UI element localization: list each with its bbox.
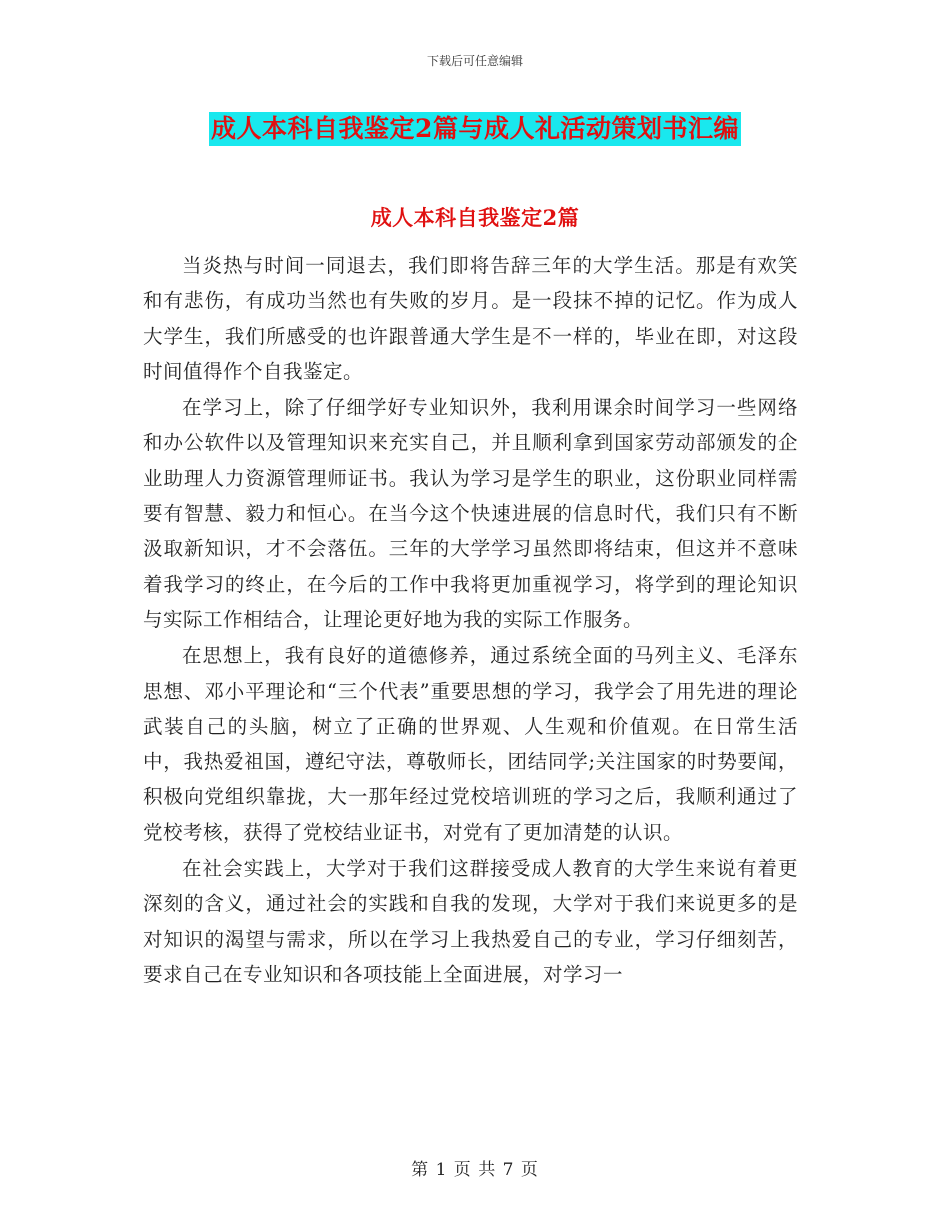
header-note: 下载后可任意编辑 (426, 54, 523, 68)
main-title-container (0, 112, 950, 146)
section-title: 成人本科自我鉴定2篇 (370, 205, 580, 230)
paragraph: 在社会实践上，大学对于我们这群接受成人教育的大学生来说有着更深刻的含义，通过社会的实践和自我的发现，大学对于我们来说更多的是对知识的渴望与需求，所以在学习上我热爱自己的专业，学习仔细刻苦，要求自己在专业知识和各项技能上全面进展，对学习一 (143, 857, 798, 986)
paragraph: 在学习上，除了仔细学好专业知识外，我利用课余时间学习一些网络和办公软件以及管理知识来充实自己，并且顺利拿到国家劳动部颁发的企业助理人力资源管理师证书。我认为学习是学生的职业，这份职业同样需要有智慧、毅力和恒心。在当今这个快速进展的信息时代，我们只有不断汲取新知识，才不会落伍。三年的大学学习虽然即将结束，但这并不意味着我学习的终止，在今后的工作中我将更加重视学习，将学到的理论知识与实际工作相结合，让理论更好地为我的实际工作服务。 (143, 396, 798, 631)
paragraph: 当炎热与时间一同退去，我们即将告辞三年的大学生活。那是有欢笑和有悲伤，有成功当然也有失败的岁月。是一段抹不掉的记忆。作为成人大学生，我们所感受的也许跟普通大学生是不一样的，毕业在即，对这段时间值得作个自我鉴定。 (143, 254, 798, 383)
page-indicator: 第 1 页 共 7 页 (411, 1160, 539, 1180)
paragraph: 在思想上，我有良好的道德修养，通过系统全面的马列主义、毛泽东思想、邓小平理论和“三个代表”重要思想的学习，我学会了用先进的理论武装自己的头脑，树立了正确的世界观、人生观和价值观。在日常生活中，我热爱祖国，遵纪守法，尊敬师长，团结同学;关注国家的时势要闻，积极向党组织靠拢，大一那年经过党校培训班的学习之后，我顺利通过了党校考核，获得了党校结业证书，对党有了更加清楚的认识。 (143, 644, 798, 844)
document-title: 成人本科自我鉴定2篇与成人礼活动策划书汇编 (209, 112, 741, 146)
document-body (143, 248, 798, 993)
